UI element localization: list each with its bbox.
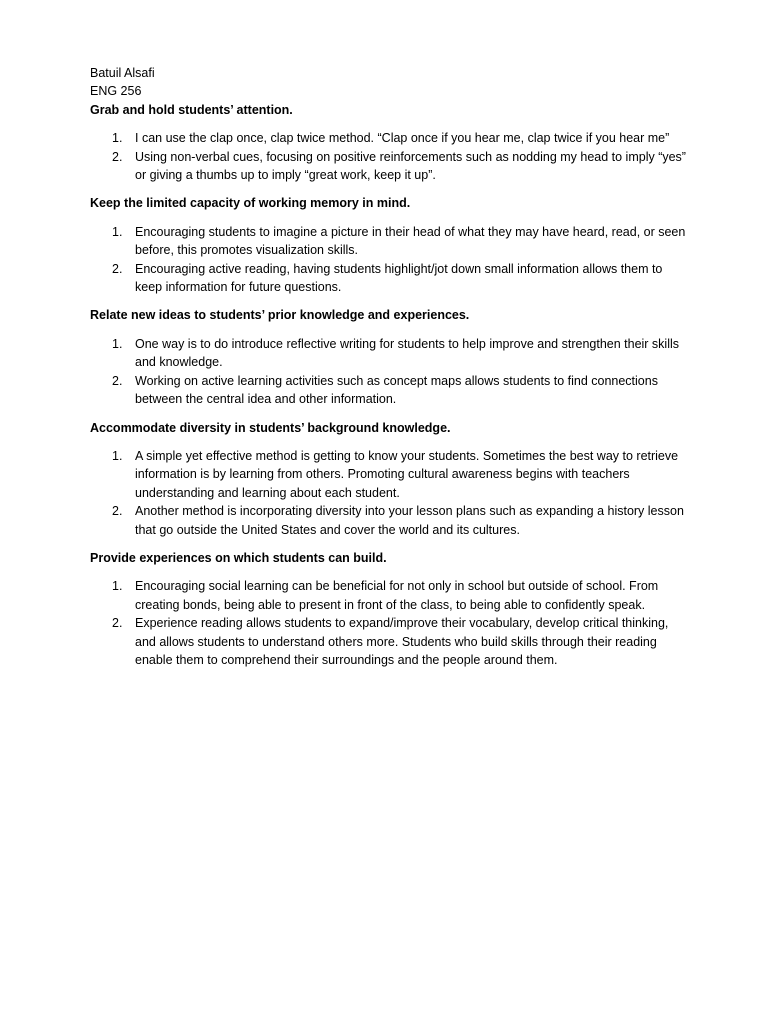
numbered-list bbox=[90, 577, 690, 669]
list-item bbox=[90, 260, 690, 297]
section-heading: Accommodate diversity in students’ background knowledge. bbox=[90, 420, 451, 435]
list-item-text: Working on active learning activities such as concept maps allows students to find connections between the central idea and other information. bbox=[135, 373, 658, 407]
section-heading: Provide experiences on which students can build. bbox=[90, 550, 387, 565]
document-page bbox=[90, 64, 690, 679]
list-item-number: 1. bbox=[112, 224, 123, 239]
section-attention bbox=[90, 101, 690, 185]
list-item bbox=[90, 577, 690, 614]
section-prior-knowledge bbox=[90, 306, 690, 408]
section-experiences bbox=[90, 549, 690, 669]
list-item-text: Encouraging social learning can be beneficial for not only in school but outside of school. From creating bonds, being able to present in front of the class, to being able to confidently speak. bbox=[135, 579, 659, 612]
list-item-number: 1. bbox=[112, 579, 123, 594]
list-item-number: 2. bbox=[112, 504, 123, 519]
list-item-number: 2. bbox=[112, 373, 123, 388]
numbered-list bbox=[90, 223, 690, 297]
list-item-number: 1. bbox=[112, 131, 123, 146]
list-item-text: Using non-verbal cues, focusing on positive reinforcements such as nodding my head to imply “yes” or giving a thumbs up to imply “great work, keep it up”. bbox=[135, 149, 686, 183]
section-heading: Relate new ideas to students’ prior knowledge and experiences. bbox=[90, 308, 470, 323]
list-item-number: 1. bbox=[112, 448, 123, 463]
list-item-number: 2. bbox=[112, 261, 123, 276]
list-item-text: I can use the clap once, clap twice method. “Clap once if you hear me, clap twice if you hear me” bbox=[135, 131, 670, 146]
section-working-memory bbox=[90, 194, 690, 296]
list-item-text: Another method is incorporating diversity into your lesson plans such as expanding a history lesson that go outside the United States and cover the world and its cultures. bbox=[135, 504, 684, 537]
course-code: ENG 256 bbox=[90, 84, 142, 99]
section-diversity bbox=[90, 419, 690, 539]
section-heading: Keep the limited capacity of working memory in mind. bbox=[90, 196, 411, 211]
list-item-text: One way is to do introduce reflective writing for students to help improve and strengthen their skills and knowledge. bbox=[135, 336, 680, 370]
author-name: Batuil Alsafi bbox=[90, 66, 155, 80]
list-item-number: 2. bbox=[112, 616, 123, 631]
list-item bbox=[90, 447, 690, 502]
list-item bbox=[90, 129, 690, 147]
list-item bbox=[90, 614, 690, 669]
numbered-list bbox=[90, 129, 690, 184]
list-item-text: Experience reading allows students to expand/improve their vocabulary, develop critical thinking, and allows students to understand others more. Students who build skills through their reading enable them to comprehend their surroundings and the people around them. bbox=[135, 616, 669, 667]
list-item-text: A simple yet effective method is getting to know your students. Sometimes the best way to retrieve information is by learning from others. Promoting cultural awareness begins with teachers understanding and learning about each student. bbox=[135, 448, 679, 500]
list-item bbox=[90, 372, 690, 409]
list-item-text: Encouraging students to imagine a picture in their head of what they may have heard, read, or seen before, this promotes visualization skills. bbox=[135, 224, 686, 258]
numbered-list bbox=[90, 335, 690, 409]
list-item bbox=[90, 502, 690, 539]
list-item bbox=[90, 223, 690, 260]
list-item-text: Encouraging active reading, having students highlight/jot down small information allows them to keep information for future questions. bbox=[135, 261, 663, 295]
list-item bbox=[90, 148, 690, 185]
list-item-number: 2. bbox=[112, 149, 123, 164]
numbered-list bbox=[90, 447, 690, 539]
list-item bbox=[90, 335, 690, 372]
section-heading: Grab and hold students’ attention. bbox=[90, 102, 293, 117]
list-item-number: 1. bbox=[112, 336, 123, 351]
